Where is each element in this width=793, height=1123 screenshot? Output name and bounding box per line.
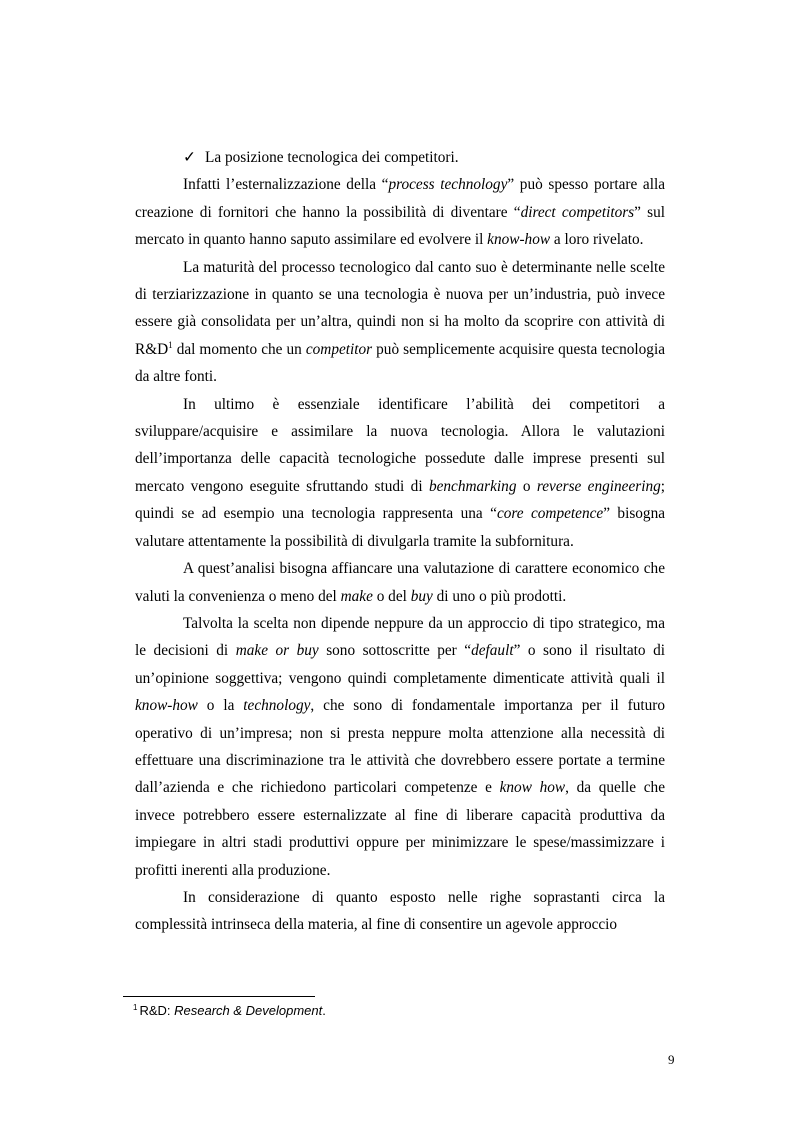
paragraph-7	[135, 884, 665, 939]
italic-term: know how	[499, 779, 566, 797]
italic-term: make or buy	[235, 642, 319, 660]
italic-term: reverse engineering	[536, 477, 661, 495]
bullet-item	[135, 144, 665, 171]
text-run: ” bisogna valutare attentamente la possibilità di divulgarla tramite la subfornitura.	[135, 505, 666, 550]
bullet-text: La posizione tecnologica dei competitori.	[205, 149, 459, 166]
checkmark-icon: ✓	[183, 149, 196, 166]
italic-term: know-how	[487, 231, 551, 249]
italic-term: make	[340, 587, 373, 605]
text-run: A quest’analisi bisogna affiancare una valutazione di carattere economico che valuti la convenienza o meno del	[135, 560, 665, 605]
text-run: ; quindi se ad esempio una tecnologia rappresenta una “	[135, 477, 665, 523]
footnote-number: 1	[133, 1003, 138, 1012]
text-run: di uno o più prodotti.	[432, 587, 567, 605]
paragraph-3	[135, 254, 665, 391]
footnote-italic: Research & Development	[174, 1003, 323, 1018]
text-run: o	[516, 477, 537, 495]
italic-term: competitor	[305, 340, 373, 358]
italic-term: process technology	[388, 176, 508, 194]
text-run: Infatti l’esternalizzazione della “	[183, 176, 389, 194]
italic-term: core competence	[496, 505, 604, 523]
text-run: può semplicemente acquisire questa tecnologia da altre fonti.	[135, 340, 665, 386]
text-run: o la	[197, 697, 244, 715]
text-run: Talvolta la scelta non dipende neppure da un approccio di tipo strategico, ma le decisioni di	[135, 614, 665, 660]
paragraph-5	[135, 555, 665, 610]
text-run: a loro rivelato.	[550, 231, 644, 249]
body-text	[135, 144, 665, 939]
text-run: , da quelle che invece potrebbero essere esternalizzate al fine di liberare capacità produttiva da impiegare in altri stadi produttivi oppure per minimizzare le spese/massimizzare i profitti inerenti alla produzione.	[135, 779, 665, 879]
italic-term: default	[471, 642, 514, 660]
italic-term: technology	[243, 697, 311, 715]
text-run: ” può spesso portare alla creazione di fornitori che hanno la possibilità di diventare “	[135, 176, 665, 221]
text-run: o del	[372, 587, 411, 605]
text-run: sono sottoscritte per “	[318, 642, 472, 660]
italic-term: buy	[410, 587, 433, 605]
footnote	[133, 1002, 326, 1020]
text-run: dal momento che un	[172, 340, 306, 358]
italic-term: benchmarking	[428, 477, 517, 495]
page-number: 9	[668, 1052, 675, 1067]
paragraph-6	[135, 610, 665, 884]
footnote-reference: 1	[168, 339, 173, 350]
text-run: ” sul mercato in quanto hanno saputo assimilare ed evolvere il	[135, 203, 665, 249]
text-run: , che sono di fondamentale importanza per il futuro operativo di un’impresa; non si presta neppure molta attenzione alla necessità di effettuare una discriminazione tra le attività che dovrebbero essere portate a termine dall’azienda e che richiedono particolari competenze e	[135, 697, 665, 797]
footnote-divider	[123, 996, 315, 997]
paragraph-2	[135, 171, 665, 253]
paragraph-4	[135, 391, 665, 555]
text-run: In ultimo è essenziale identificare l’abilità dei competitori a sviluppare/acquisire e assimilare la nuova tecnologia. Allora le valutazioni dell’importanza delle capacità tecnologiche possedute dalle imprese presenti sul mercato vengono eseguite sfruttando studi di	[135, 395, 665, 495]
text-run: In considerazione di quanto esposto nelle righe soprastanti circa la complessità intrinseca della materia, al fine di consentire un agevole approccio	[135, 888, 665, 934]
footnote-end: .	[322, 1003, 326, 1018]
footnote-label: R&D:	[139, 1003, 175, 1018]
text-run: ” o sono il risultato di un’opinione soggettiva; vengono quindi completamente dimenticate attività quali il	[135, 642, 665, 687]
italic-term: know-how	[135, 697, 198, 715]
text-run: La maturità del processo tecnologico dal canto suo è determinante nelle scelte di terziarizzazione in quanto se una tecnologia è nuova per un’industria, può invece essere già consolidata per un’altra, quindi non si ha molto da scoprire con attività di R&D	[135, 258, 665, 358]
italic-term: direct competitors	[520, 203, 635, 221]
